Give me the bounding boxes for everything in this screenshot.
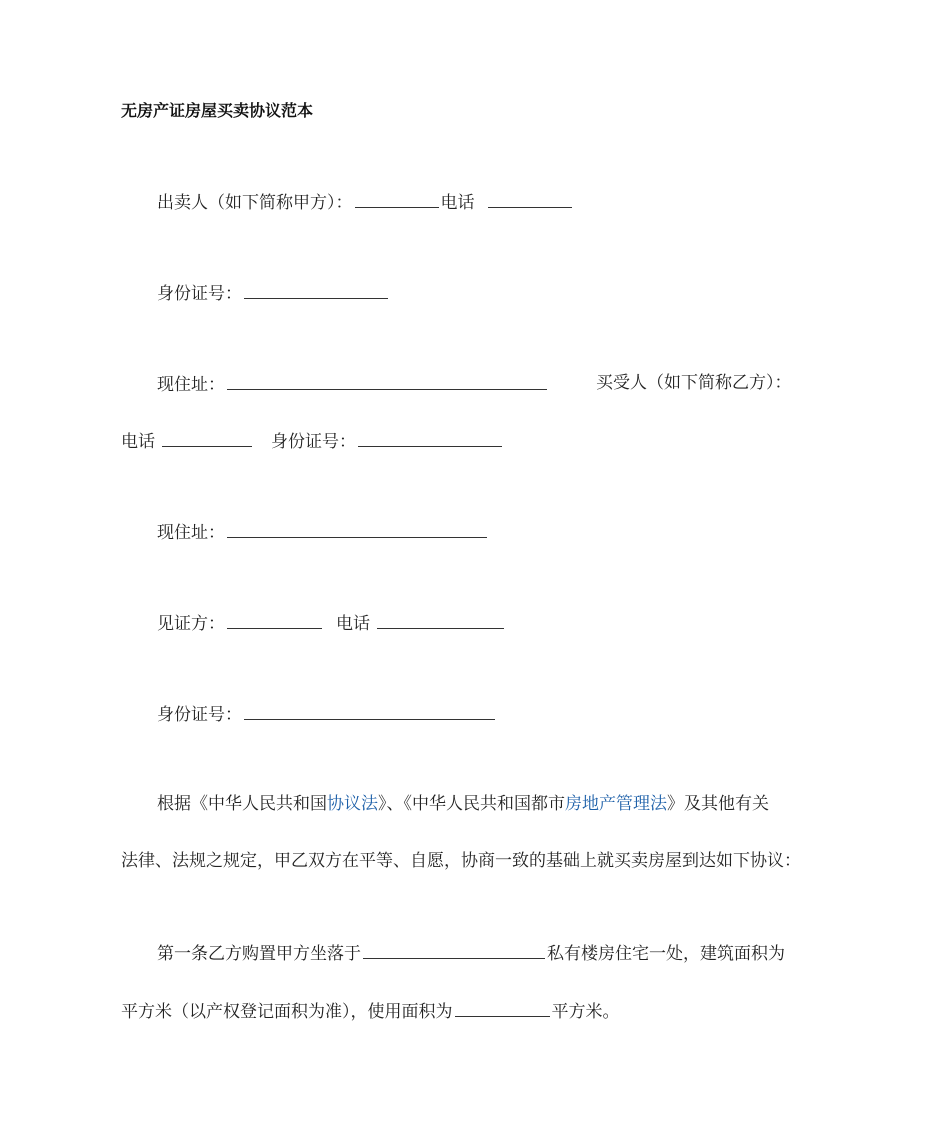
seller-phone-blank[interactable]	[488, 189, 572, 208]
seller-address-line	[157, 371, 549, 397]
seller-id-line	[157, 280, 390, 306]
buyer-phone-line	[121, 428, 254, 454]
buyer-address-blank[interactable]	[227, 519, 487, 538]
article1-text-2: 私有楼房住宅一处，建筑面积为	[547, 944, 785, 964]
witness-phone-line	[336, 610, 506, 636]
buyer-id-label: 身份证号：	[271, 432, 356, 452]
seller-label: 出卖人（如下简称甲方）：	[157, 193, 353, 213]
witness-label: 见证方：	[157, 614, 225, 634]
article1-line1	[157, 940, 785, 966]
property-location-blank[interactable]	[363, 940, 545, 959]
basis-paragraph-line1	[157, 792, 769, 816]
buyer-address-line	[157, 519, 489, 545]
witness-name-blank[interactable]	[227, 610, 322, 629]
buyer-phone-label: 电话	[121, 432, 155, 452]
witness-phone-blank[interactable]	[377, 610, 504, 629]
buyer-id-blank[interactable]	[358, 428, 502, 447]
seller-line	[157, 189, 574, 215]
witness-id-label: 身份证号：	[157, 705, 242, 725]
document-title: 无房产证房屋买卖协议范本	[121, 101, 314, 120]
seller-address-blank[interactable]	[227, 371, 547, 390]
basis-text-4: 法律、法规之规定，甲乙双方在平等、自愿，协商一致的基础上就买卖房屋到达如下协议：	[121, 851, 801, 871]
basis-text-3: 》及其他有关	[667, 794, 769, 814]
seller-phone-label: 电话	[440, 193, 475, 213]
buyer-label-line	[596, 371, 792, 395]
article1-text-4: 平方米。	[551, 1002, 620, 1022]
article1-line2	[121, 998, 620, 1024]
basis-text-1: 根据《中华人民共和国	[157, 794, 327, 814]
witness-id-line	[157, 701, 497, 727]
witness-line	[157, 610, 324, 636]
basis-text-2: 》、《中华人民共和国都市	[378, 794, 565, 814]
seller-id-label: 身份证号：	[157, 284, 242, 304]
witness-id-blank[interactable]	[244, 701, 495, 720]
buyer-address-label: 现住址：	[157, 523, 225, 543]
seller-name-blank[interactable]	[355, 189, 439, 208]
article1-text-3: 平方米（以产权登记面积为准），使用面积为	[121, 1002, 453, 1022]
contract-law-link[interactable]: 协议法	[327, 794, 378, 814]
basis-paragraph-line2	[121, 849, 801, 873]
buyer-phone-blank[interactable]	[162, 428, 252, 447]
article1-text-1: 第一条乙方购置甲方坐落于	[157, 944, 361, 964]
buyer-id-line	[271, 428, 504, 454]
buyer-label: 买受人（如下简称乙方）：	[596, 373, 792, 393]
seller-address-label: 现住址：	[157, 375, 225, 395]
usable-area-blank[interactable]	[455, 998, 550, 1017]
real-estate-law-link[interactable]: 房地产管理法	[565, 794, 667, 814]
seller-id-blank[interactable]	[244, 280, 388, 299]
witness-phone-label: 电话	[336, 614, 370, 634]
